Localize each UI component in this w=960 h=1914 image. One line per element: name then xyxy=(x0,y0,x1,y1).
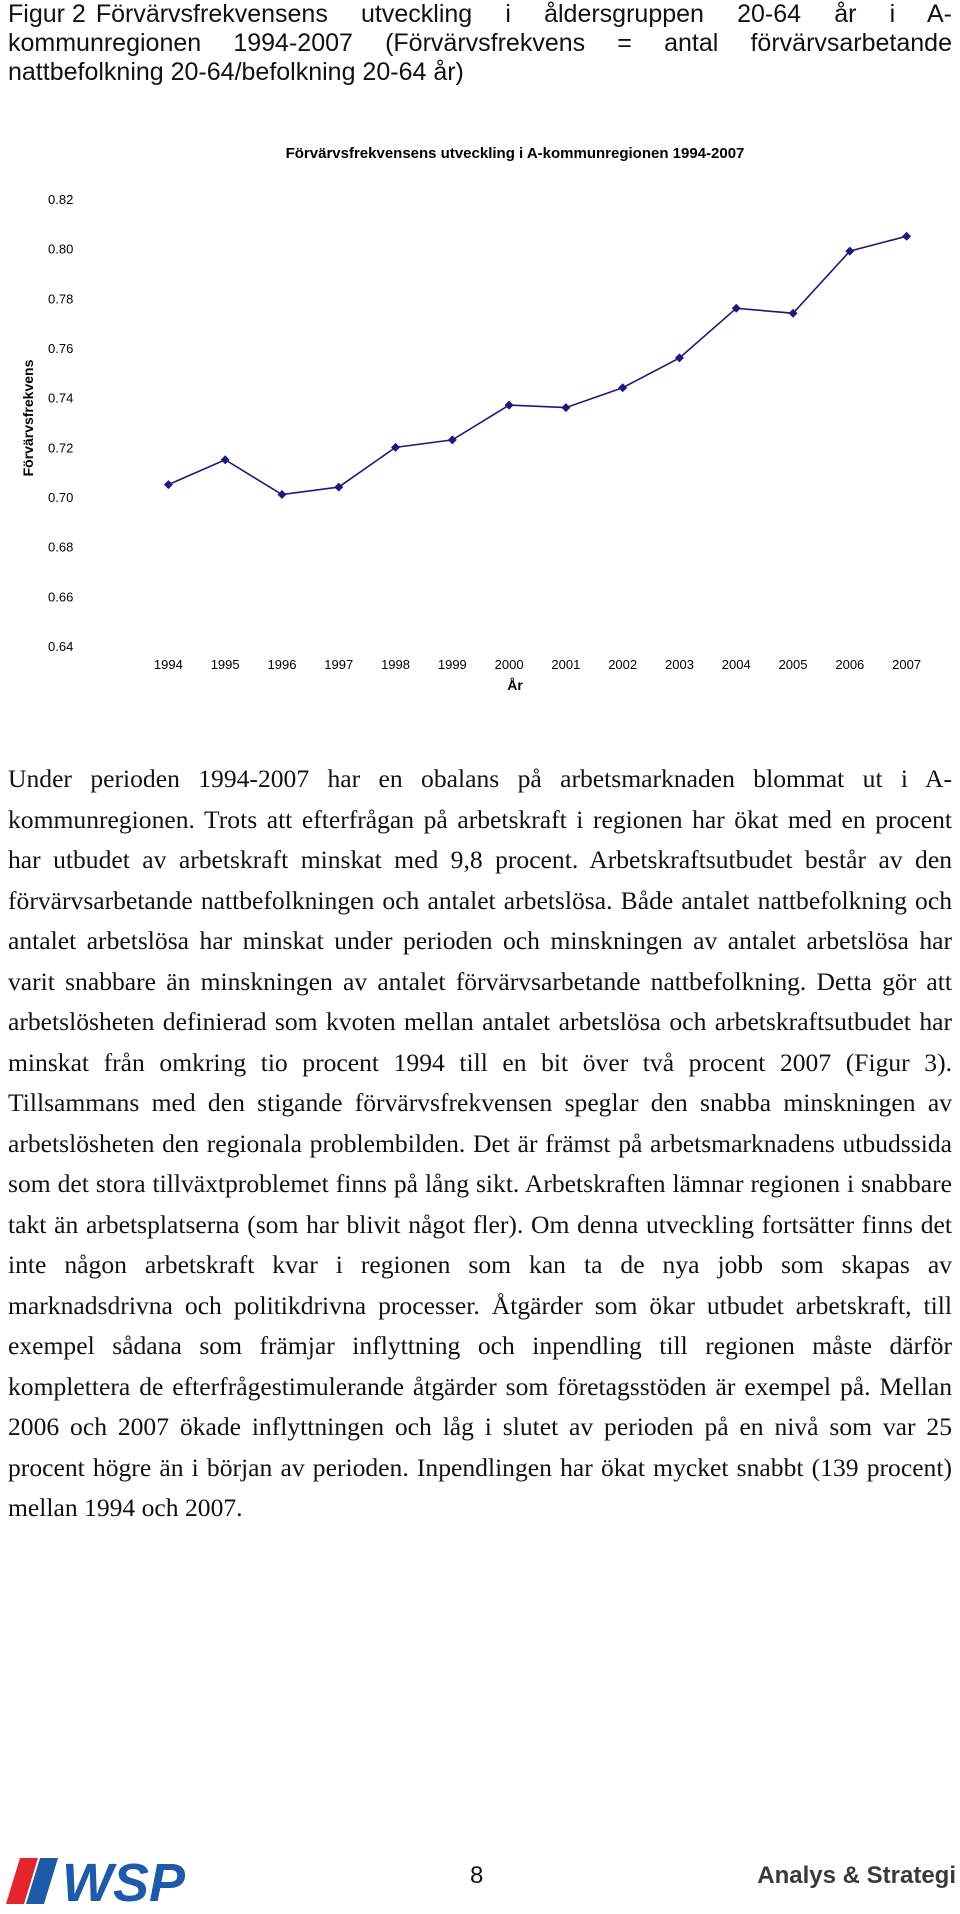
data-series xyxy=(164,232,911,499)
x-tick-label: 2001 xyxy=(551,657,581,672)
x-tick-labels xyxy=(154,657,921,672)
data-point-marker xyxy=(164,480,173,489)
y-tick-label: 0.76 xyxy=(48,341,74,356)
x-axis-label: År xyxy=(507,677,523,693)
x-tick-label: 1999 xyxy=(437,657,467,672)
x-tick-label: 1995 xyxy=(210,657,240,672)
y-tick-label: 0.74 xyxy=(48,390,74,406)
figure-caption-text: Förvärvsfrekvensens utveckling i åldersgruppen 20-64 år i A-kommunregionen 1994-2007 (Förvärvsfrekvens = antal förvärvsarbetande nattbefolkning 20-64/befolkning 20-64 år) xyxy=(8,0,952,86)
data-point-marker xyxy=(221,455,230,464)
data-point-marker xyxy=(505,401,514,410)
figure-caption xyxy=(8,0,952,87)
data-point-marker xyxy=(902,232,911,241)
y-tick-labels xyxy=(48,192,73,654)
data-point-marker xyxy=(448,435,457,444)
data-point-marker xyxy=(618,383,627,392)
chart-title: Förvärvsfrekvensens utveckling i A-kommunregionen 1994-2007 xyxy=(285,145,745,162)
page-footer xyxy=(0,1840,960,1914)
y-tick-label: 0.66 xyxy=(48,589,74,605)
body-paragraph: Under perioden 1994-2007 har en obalans på arbetsmarknaden blommat ut i A-kommunregionen. Trots att efterfrågan på arbetskraft i regionen har ökat med en procent har utbudet av arbetskraft minskat med 9,8 procent. Arbetskraftsutbudet består av den förvärvsarbetande nattbefolkningen och antalet arbetslösa. Både antalet nattbefolkning och antalet arbetslösa har minskat under perioden och minskningen av antalet arbetslösa har varit snabbare än minskningen av antalet förvärvsarbetande nattbefolkning. Detta gör att arbetslösheten definierad som kvoten mellan antalet arbetslösa och arbetskraftsutbudet har minskat från omkring tio procent 1994 till en bit över två procent 2007 (Figur 3). Tillsammans med den stigande förvärvsfrekvensen speglar den snabba minskningen av arbetslösheten den regionala problembilden. Det är främst på arbetsmarknadens utbudssida som det stora tillväxtproblemet finns på lång sikt. Arbetskraften lämnar regionen i snabbare takt än arbetsplatserna (som har blivit något fler). Om denna utveckling fortsätter finns det inte någon arbetskraft kvar i regionen som kan ta de nya jobb som skapas av marknadsdrivna och politikdrivna processer. Åtgärder som ökar utbudet arbetskraft, till exempel sådana som främjar inflyttning och inpendling till regionen måste därför komplettera de efterfrågestimulerande åtgärder som företagsstöden är exempel på. Mellan 2006 och 2007 ökade inflyttningen och låg i slutet av perioden på en nivå som var 25 procent högre än i början av perioden. Inpendlingen har ökat mycket snabbt (139 procent) mellan 1994 och 2007. xyxy=(8,764,952,1522)
x-tick-label: 1994 xyxy=(153,657,183,672)
x-tick-label: 2006 xyxy=(835,657,865,672)
y-tick-label: 0.80 xyxy=(48,241,74,257)
figure-label: Figur 2 xyxy=(8,0,86,28)
line-chart xyxy=(0,128,960,708)
data-point-marker xyxy=(277,490,286,499)
x-tick-label: 1997 xyxy=(324,657,354,672)
y-tick-label: 0.72 xyxy=(48,440,74,456)
data-point-marker xyxy=(561,403,570,412)
y-tick-label: 0.78 xyxy=(48,291,74,307)
x-tick-label: 2000 xyxy=(494,657,524,672)
x-tick-label: 2007 xyxy=(892,657,922,672)
y-tick-label: 0.68 xyxy=(48,539,74,555)
x-tick-label: 2004 xyxy=(721,657,751,672)
footer-brand-text: Analys & Strategi xyxy=(757,1862,956,1889)
wsp-logo xyxy=(4,1854,204,1906)
series-line xyxy=(168,236,906,494)
x-tick-label: 2002 xyxy=(608,657,638,672)
x-tick-label: 2003 xyxy=(665,657,694,672)
x-tick-label: 1998 xyxy=(381,657,410,672)
page-number: 8 xyxy=(470,1862,484,1889)
x-tick-label: 2005 xyxy=(778,657,808,672)
wsp-logo-text: WSP xyxy=(62,1854,186,1906)
x-tick-label: 1996 xyxy=(267,657,297,672)
y-tick-label: 0.82 xyxy=(48,192,74,207)
y-axis-label: Förvärvsfrekvens xyxy=(20,359,36,477)
y-tick-label: 0.70 xyxy=(48,490,74,505)
y-tick-label: 0.64 xyxy=(48,639,74,654)
